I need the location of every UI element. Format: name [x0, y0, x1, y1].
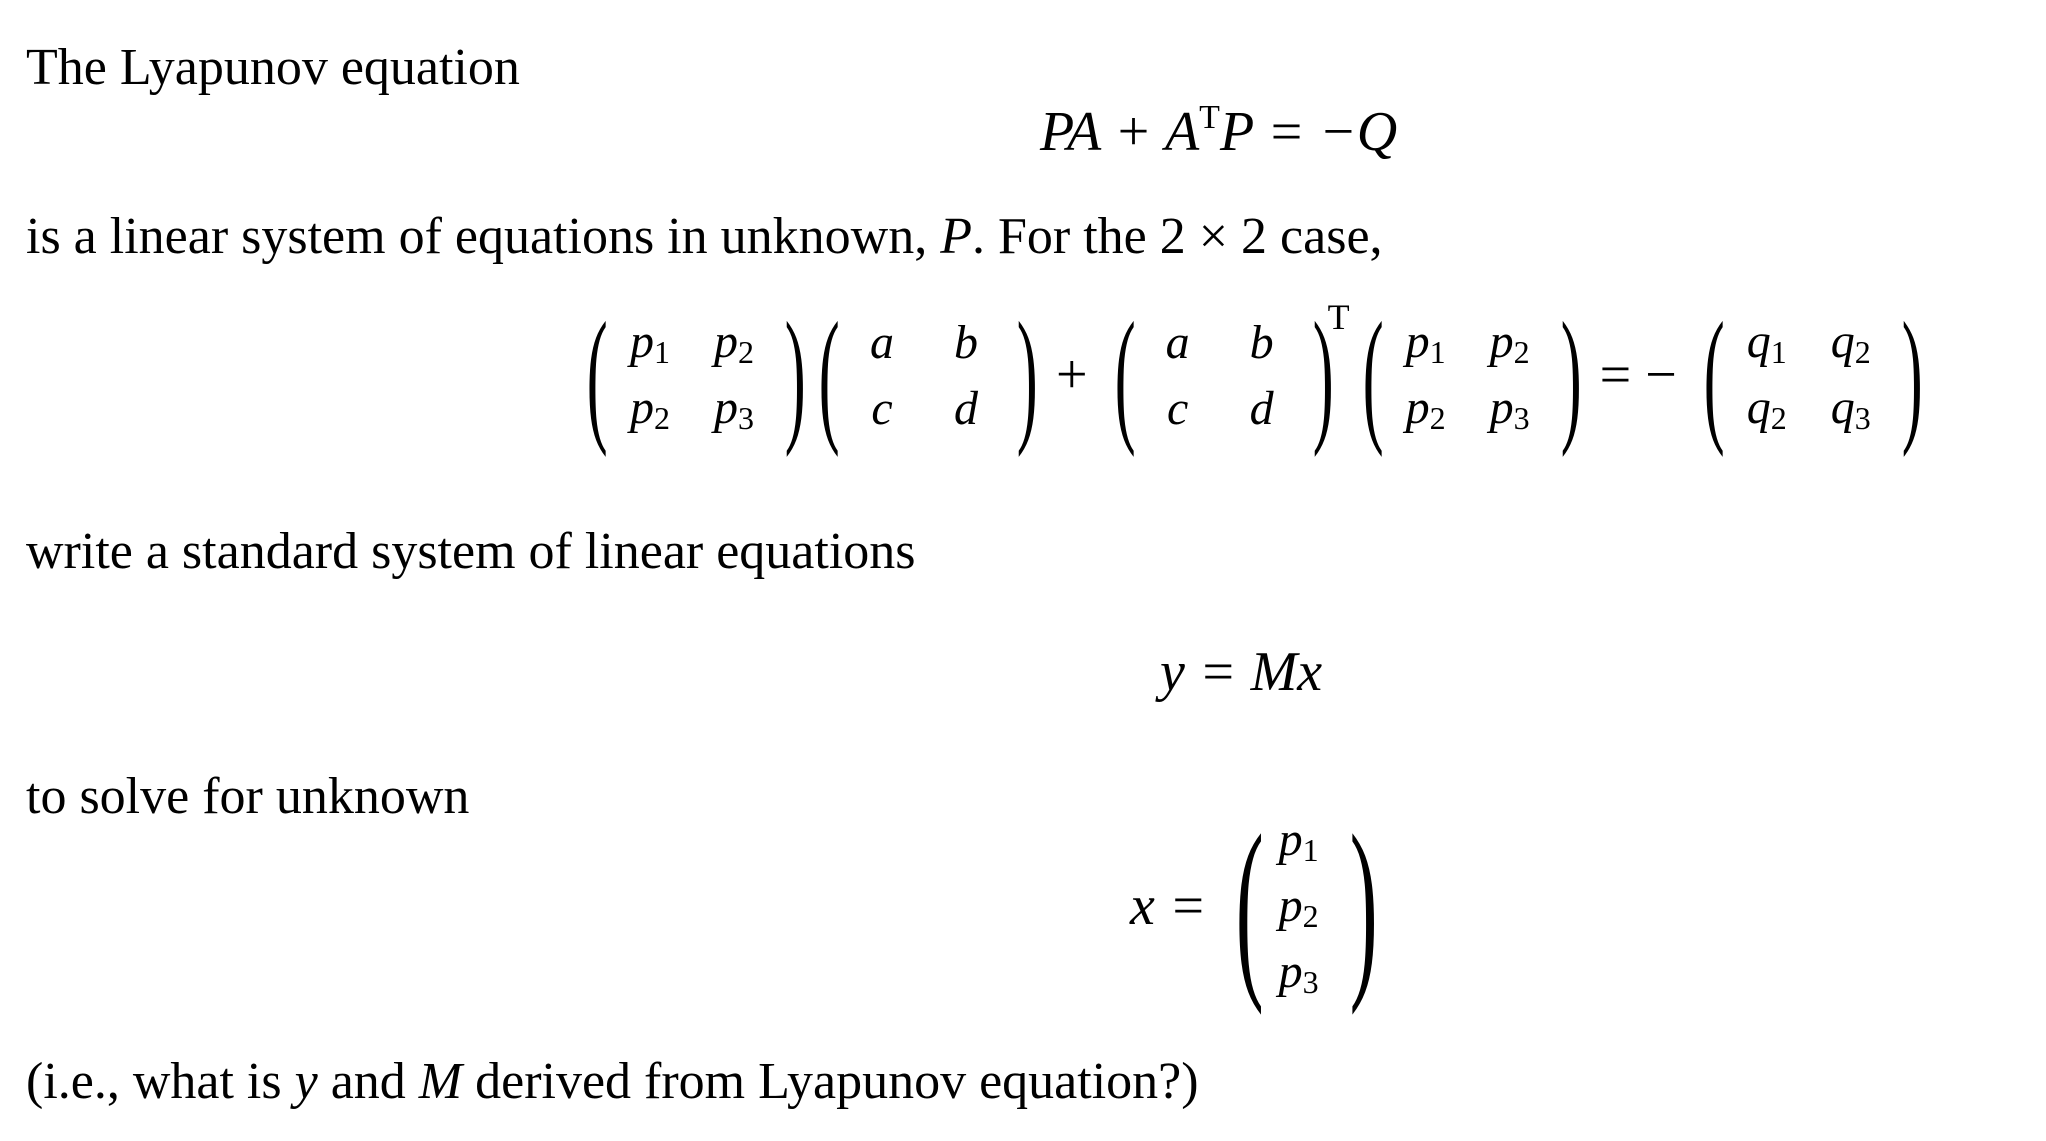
x-equals: x = [1130, 875, 1207, 937]
matrix-P-right: ( $p_1$ $p_2$ $p_2$ $p_3$ ) [1362, 292, 1582, 458]
equals-minus: = − [1599, 344, 1677, 406]
question-line: (i.e., what is y and M derived from Lyapunov equation?) [26, 1053, 1199, 1110]
solve-for-line: to solve for unknown [26, 768, 470, 825]
linear-system-text: is a linear system of equations in unknown, [26, 208, 928, 265]
unknown-P: P [940, 208, 972, 265]
y-equals-Mx: y = Mx [1160, 641, 1323, 703]
standard-system-line: write a standard system of linear equations [26, 523, 916, 580]
x-vector-equation [1130, 795, 1378, 1016]
matrix-A-transpose: ( a b c d ) T [1114, 292, 1350, 458]
intro-line: The Lyapunov equation [26, 39, 520, 96]
lyapunov-equation [1040, 100, 1397, 164]
plus-sign: + [1056, 344, 1088, 406]
case-text: . For the 2 × 2 case, [971, 208, 1383, 265]
matrix-equation [578, 292, 1923, 458]
linear-system-line [26, 207, 1383, 267]
lyapunov-transpose: T [1199, 99, 1220, 136]
lyapunov-lhs: PA + A [1040, 101, 1200, 163]
matrix-Q: ( $q_1$ $q_2$ $q_2$ $q_3$ ) [1703, 292, 1923, 458]
matrix-A: ( a b c d ) [818, 292, 1038, 458]
lyapunov-rhs: P = −Q [1219, 101, 1398, 163]
matrix-P: ( $p_1$ $p_2$ $p_2$ $p_3$ ) [586, 292, 806, 458]
transpose-mark: T [1327, 297, 1350, 337]
x-vector: ( $p_1$ $p_2$ $p_3$ ) [1235, 795, 1378, 1016]
